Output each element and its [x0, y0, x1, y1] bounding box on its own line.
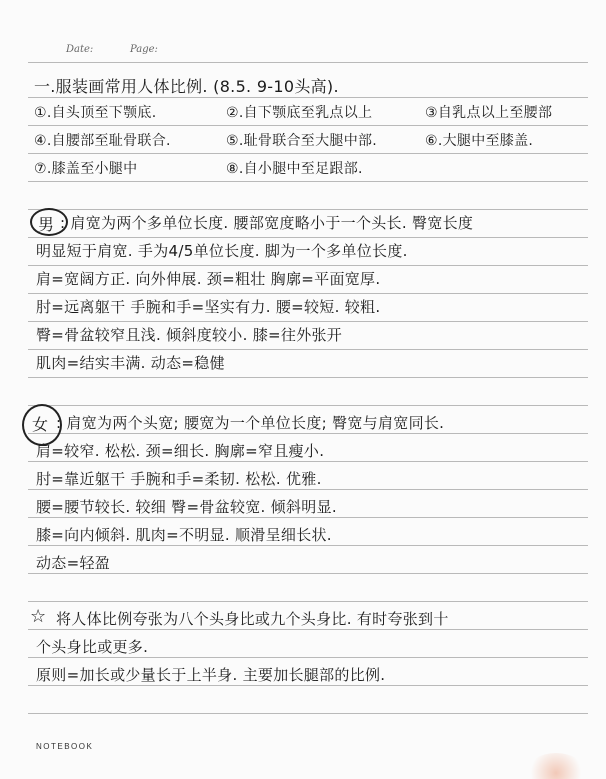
ruled-line [28, 265, 588, 266]
ruled-line [28, 125, 588, 126]
page-label: Page: [130, 44, 158, 55]
male-trait-line: 肩=宽阔方正. 向外伸展. 颈=粗壮 胸廓=平面宽厚. [36, 270, 381, 288]
section-title: 一.服装画常用人体比例. (8.5. 9-10头高). [34, 77, 339, 96]
ruled-line [28, 181, 588, 182]
ruled-line [28, 713, 588, 714]
male-intro-line: 明显短于肩宽. 手为4/5单位长度. 脚为一个多单位长度. [36, 242, 408, 260]
principle-line: 原则=加长或少量长于上半身. 主要加长腿部的比例. [36, 666, 386, 684]
notebook-brand-label: NOTEBOOK [36, 742, 94, 751]
proportion-item: ⑧.自小腿中至足跟部. [226, 161, 363, 177]
ruled-line [28, 629, 588, 630]
ruled-line [28, 237, 588, 238]
ruled-line [28, 685, 588, 686]
finger-smudge [526, 753, 586, 779]
ruled-line [28, 657, 588, 658]
ruled-line [28, 461, 588, 462]
proportion-item: ④.自腰部至耻骨联合. [34, 133, 171, 149]
female-trait-line: 肩=较窄. 松松. 颈=细长. 胸廓=窄且瘦小. [36, 442, 325, 460]
male-trait-line: 臀=骨盆较窄且浅. 倾斜度较小. 膝=往外张开 [36, 326, 343, 344]
ruled-line [28, 601, 588, 602]
proportion-item: ①.自头顶至下颚底. [34, 105, 157, 121]
ruled-line [28, 209, 588, 210]
note-line: 个头身比或更多. [36, 638, 149, 656]
male-marker: 男 [38, 215, 55, 234]
female-trait-line: 膝=向内倾斜. 肌肉=不明显. 顺滑呈细长状. [36, 526, 332, 544]
female-marker: 女 [32, 415, 49, 434]
ruled-line [28, 62, 588, 63]
ruled-line [28, 377, 588, 378]
female-trait-line: 动态=轻盈 [36, 554, 111, 572]
ruled-line [28, 489, 588, 490]
proportion-item: ⑥.大腿中至膝盖. [425, 133, 534, 149]
ruled-line [28, 293, 588, 294]
star-mark: ☆ [30, 606, 47, 627]
female-trait-line: 肘=靠近躯干 手腕和手=柔韧. 松松. 优雅. [36, 470, 322, 488]
ruled-line [28, 545, 588, 546]
ruled-line [28, 349, 588, 350]
male-trait-line: 肌肉=结实丰满. 动态=稳健 [36, 354, 225, 372]
female-intro-line: : 肩宽为两个头宽; 腰宽为一个单位长度; 臀宽与肩宽同长. [56, 414, 445, 432]
ruled-line [28, 405, 588, 406]
date-label: Date: [66, 44, 94, 55]
note-line: 将人体比例夸张为八个头身比或九个头身比. 有时夸张到十 [56, 610, 449, 628]
ruled-line [28, 433, 588, 434]
female-trait-line: 腰=腰节较长. 较细 臀=骨盆较宽. 倾斜明显. [36, 498, 337, 516]
ruled-line [28, 517, 588, 518]
proportion-item: ③自乳点以上至腰部 [425, 105, 553, 121]
ruled-line [28, 321, 588, 322]
ruled-line [28, 153, 588, 154]
male-trait-line: 肘=远离躯干 手腕和手=坚实有力. 腰=较短. 较粗. [36, 298, 381, 316]
proportion-item: ⑦.膝盖至小腿中 [34, 161, 138, 177]
ruled-line [28, 97, 588, 98]
proportion-item: ⑤.耻骨联合至大腿中部. [226, 133, 378, 149]
male-intro-line: : 肩宽为两个多单位长度. 腰部宽度略小于一个头长. 臀宽长度 [60, 214, 474, 232]
ruled-line [28, 573, 588, 574]
proportion-item: ②.自下颚底至乳点以上 [226, 105, 373, 121]
